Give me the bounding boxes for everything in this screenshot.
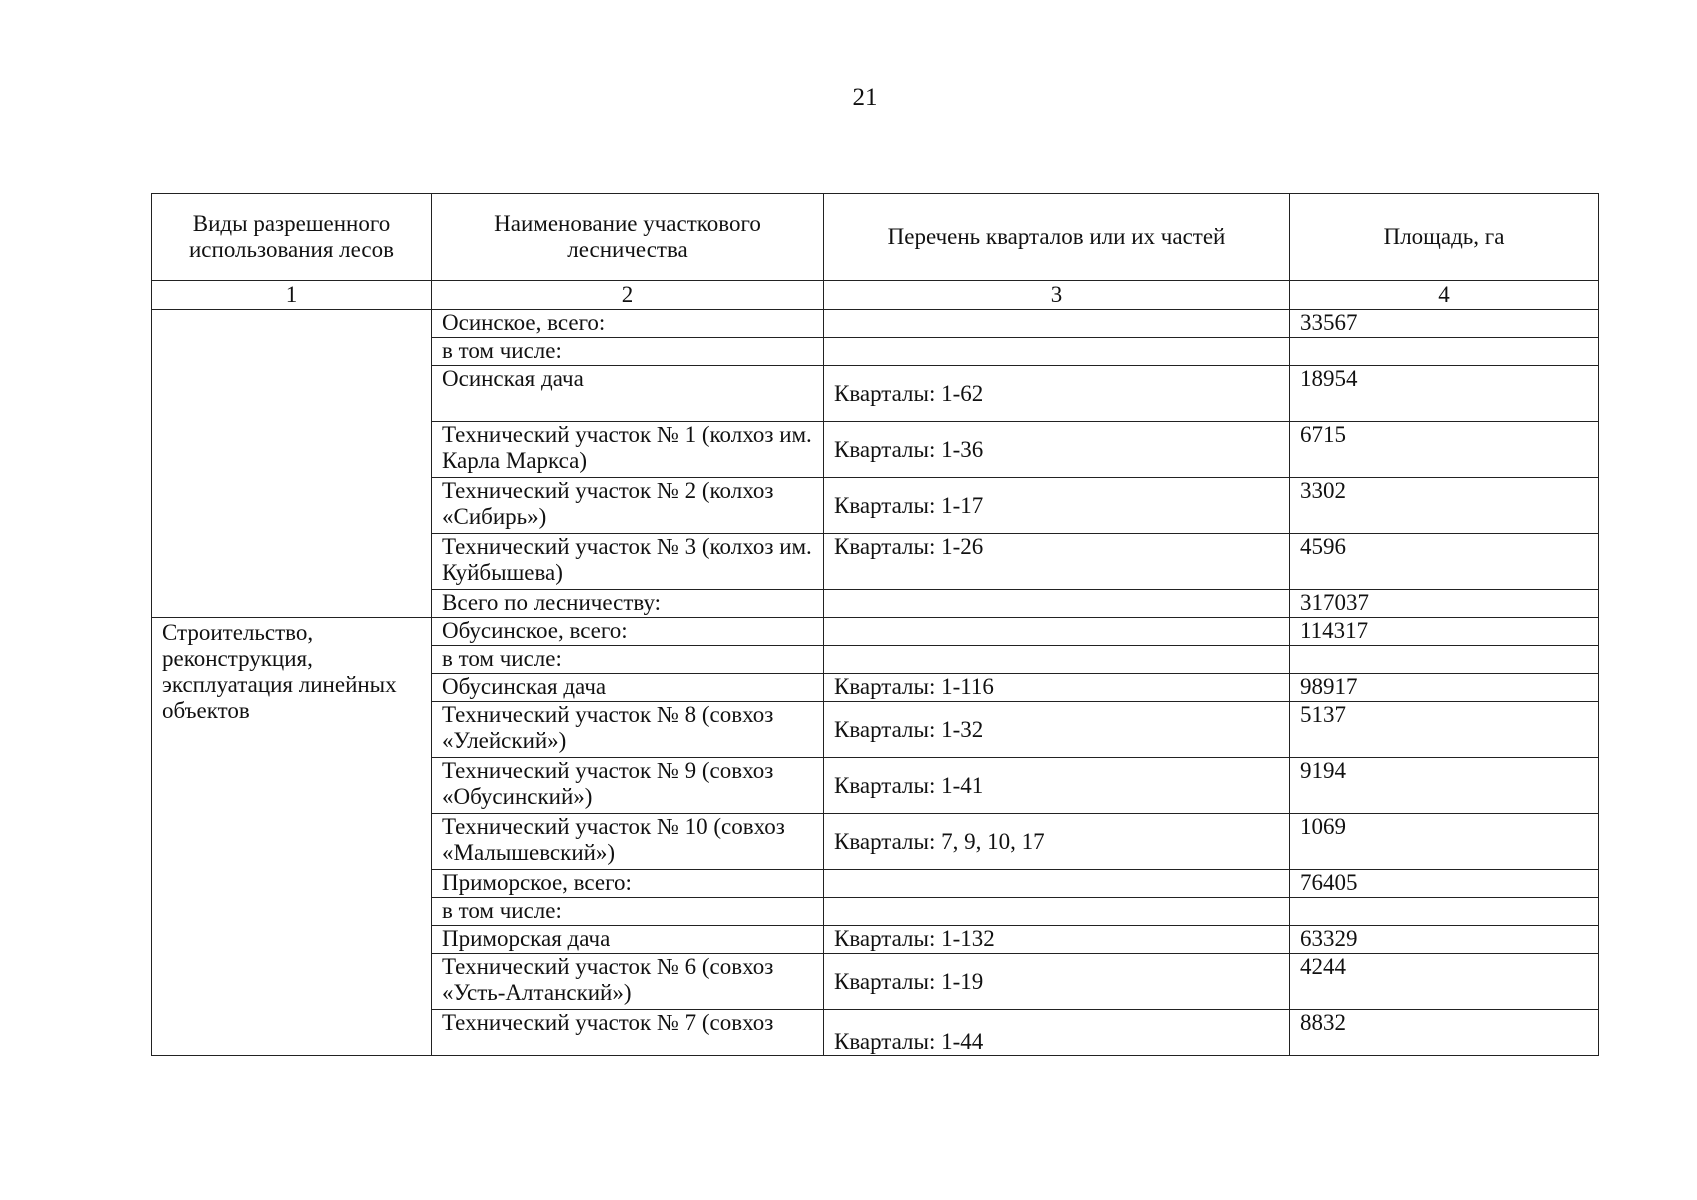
quarters-cell (824, 590, 1290, 618)
area-cell (1290, 646, 1599, 674)
quarters-cell (824, 618, 1290, 646)
area-cell: 317037 (1290, 590, 1599, 618)
column-number: 2 (432, 281, 824, 310)
forestry-name-cell: Технический участок № 3 (колхоз им. Куйбышева) (432, 534, 824, 590)
forestry-name-cell: Осинское, всего: (432, 310, 824, 338)
quarters-cell (824, 310, 1290, 338)
table-header-row (152, 194, 1599, 281)
quarters-cell: Кварталы: 1-132 (824, 926, 1290, 954)
forest-use-table (151, 193, 1599, 1056)
forestry-name-cell: в том числе: (432, 646, 824, 674)
forestry-name-cell: Осинская дача (432, 366, 824, 422)
quarters-cell: Кварталы: 1-116 (824, 674, 1290, 702)
area-cell (1290, 338, 1599, 366)
quarters-cell (824, 870, 1290, 898)
column-number: 1 (152, 281, 432, 310)
area-cell: 33567 (1290, 310, 1599, 338)
forestry-name-cell: Обусинская дача (432, 674, 824, 702)
quarters-cell: Кварталы: 1-44 (824, 1010, 1290, 1056)
forestry-name-cell: Технический участок № 1 (колхоз им. Карла Маркса) (432, 422, 824, 478)
quarters-cell (824, 898, 1290, 926)
forestry-name-cell: Технический участок № 2 (колхоз «Сибирь») (432, 478, 824, 534)
quarters-cell: Кварталы: 1-41 (824, 758, 1290, 814)
forestry-name-cell: Всего по лесничеству: (432, 590, 824, 618)
table-row (152, 618, 1599, 646)
forestry-name-cell: Обусинское, всего: (432, 618, 824, 646)
usage-type-cell (152, 310, 432, 618)
area-cell: 76405 (1290, 870, 1599, 898)
area-cell: 5137 (1290, 702, 1599, 758)
forestry-name-cell: Технический участок № 9 (совхоз «Обусинский») (432, 758, 824, 814)
quarters-cell: Кварталы: 1-32 (824, 702, 1290, 758)
forestry-name-cell: Приморская дача (432, 926, 824, 954)
area-cell: 114317 (1290, 618, 1599, 646)
area-cell: 63329 (1290, 926, 1599, 954)
forestry-name-cell: Технический участок № 7 (совхоз (432, 1010, 824, 1056)
table-row (152, 310, 1599, 338)
area-cell: 9194 (1290, 758, 1599, 814)
forestry-name-cell: Технический участок № 8 (совхоз «Улейский») (432, 702, 824, 758)
forestry-name-cell: Технический участок № 10 (совхоз «Малышевский») (432, 814, 824, 870)
forestry-name-cell: Приморское, всего: (432, 870, 824, 898)
column-number: 4 (1290, 281, 1599, 310)
area-cell: 6715 (1290, 422, 1599, 478)
area-cell: 18954 (1290, 366, 1599, 422)
page-number: 21 (852, 84, 878, 111)
area-cell (1290, 898, 1599, 926)
area-cell: 4244 (1290, 954, 1599, 1010)
header-forestry-name: Наименование участкового лесничества (432, 194, 824, 281)
forestry-name-cell: в том числе: (432, 338, 824, 366)
quarters-cell: Кварталы: 1-36 (824, 422, 1290, 478)
area-cell: 1069 (1290, 814, 1599, 870)
column-number: 3 (824, 281, 1290, 310)
quarters-cell: Кварталы: 1-17 (824, 478, 1290, 534)
quarters-cell: Кварталы: 1-26 (824, 534, 1290, 590)
header-area: Площадь, га (1290, 194, 1599, 281)
column-number-row (152, 281, 1599, 310)
forestry-name-cell: в том числе: (432, 898, 824, 926)
area-cell: 3302 (1290, 478, 1599, 534)
area-cell: 8832 (1290, 1010, 1599, 1056)
quarters-cell (824, 338, 1290, 366)
quarters-cell (824, 646, 1290, 674)
header-usage-type: Виды разрешенного использования лесов (152, 194, 432, 281)
forestry-name-cell: Технический участок № 6 (совхоз «Усть-Алтанский») (432, 954, 824, 1010)
area-cell: 4596 (1290, 534, 1599, 590)
header-quarters-list: Перечень кварталов или их частей (824, 194, 1290, 281)
area-cell: 98917 (1290, 674, 1599, 702)
quarters-cell: Кварталы: 1-19 (824, 954, 1290, 1010)
quarters-cell: Кварталы: 7, 9, 10, 17 (824, 814, 1290, 870)
quarters-cell: Кварталы: 1-62 (824, 366, 1290, 422)
usage-type-cell: Строительство, реконструкция, эксплуатация линейных объектов (152, 618, 432, 1056)
